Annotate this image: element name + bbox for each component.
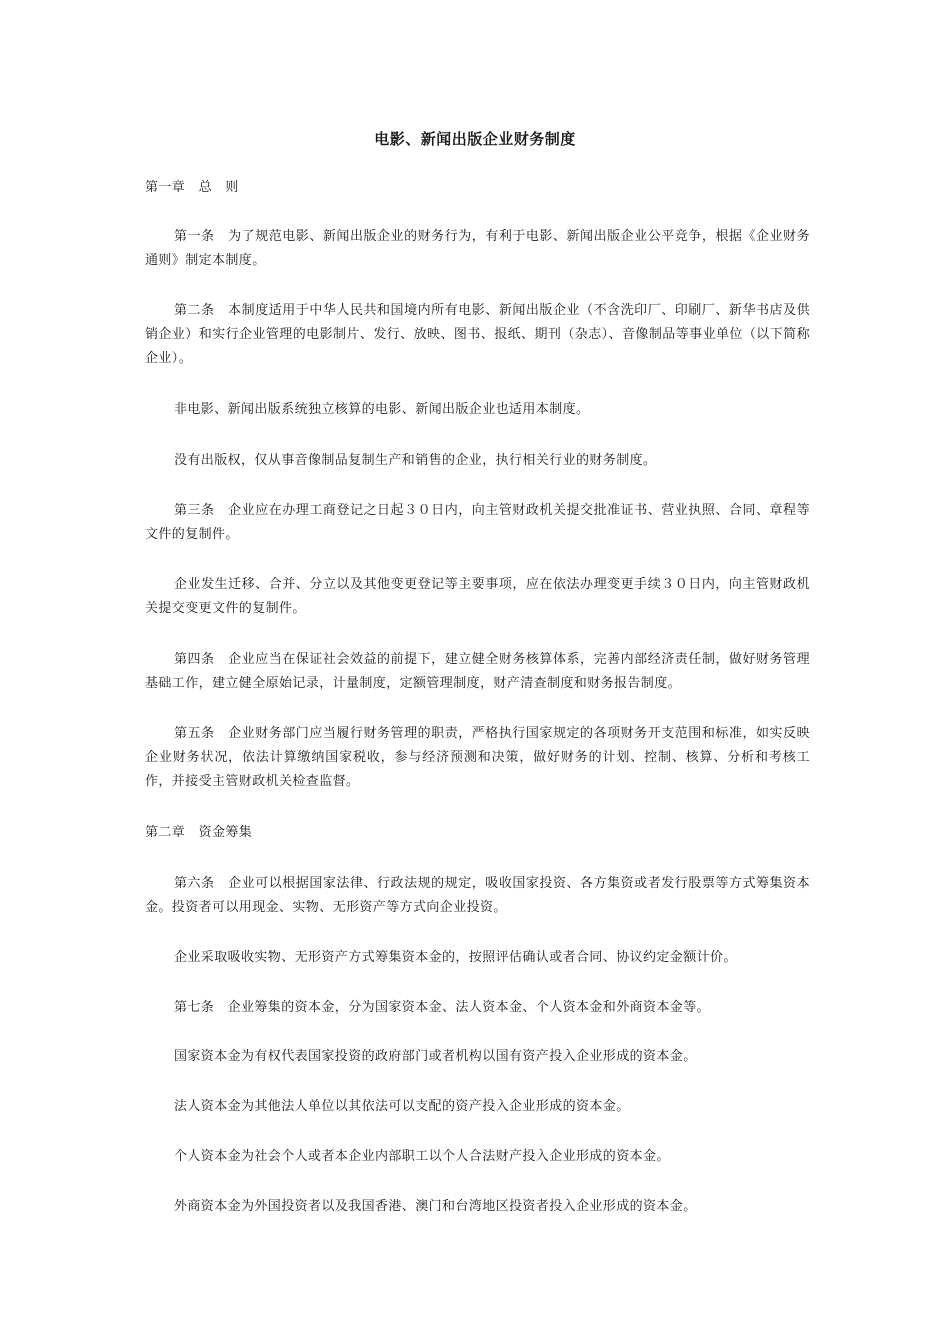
- paragraph-individual-capital: 个人资本金为社会个人或者本企业内部职工以个人合法财产投入企业形成的资本金。: [174, 1149, 670, 1164]
- article-6: 第六条 企业可以根据国家法律、行政法规的规定，吸收国家投资、各方集资或者发行股票等方式筹集资本金。投资者可以用现金、实物、无形资产等方式向企业投资。: [145, 876, 810, 915]
- article-7: 第七条 企业筹集的资本金，分为国家资本金、法人资本金、个人资本金和外商资本金等。: [174, 1000, 711, 1015]
- paragraph-non-film: 非电影、新闻出版系统独立核算的电影、新闻出版企业也适用本制度。: [174, 402, 590, 417]
- paragraph-foreign-capital: 外商资本金为外国投资者以及我国香港、澳门和台湾地区投资者投入企业形成的资本金。: [174, 1199, 697, 1214]
- chapter-heading-2: 第二章 资金筹集: [145, 825, 253, 840]
- document-title: 电影、新闻出版企业财务制度: [374, 130, 576, 148]
- article-2: 第二条 本制度适用于中华人民共和国境内所有电影、新闻出版企业（不含洗印厂、印刷厂、新华书店及供销企业）和实行企业管理的电影制片、发行、放映、图书、报纸、期刊（杂志）、音像制品等事业单位（以下简称企业）。: [145, 303, 810, 366]
- paragraph-state-capital: 国家资本金为有权代表国家投资的政府部门或者机构以国有资产投入企业形成的资本金。: [174, 1049, 697, 1064]
- chapter-heading-1: 第一章 总 则: [145, 180, 239, 195]
- paragraph-legal-person-capital: 法人资本金为其他法人单位以其依法可以支配的资产投入企业形成的资本金。: [174, 1099, 630, 1114]
- article-3: 第三条 企业应在办理工商登记之日起３０日内，向主管财政机关提交批准证书、营业执照、合同、章程等文件的复制件。: [145, 503, 810, 542]
- article-5: 第五条 企业财务部门应当履行财务管理的职责，严格执行国家规定的各项财务开支范围和标准，如实反映企业财务状况，依法计算缴纳国家税收，参与经济预测和决策，做好财务的计划、控制、核算、分析和考核工作，并接受主管财政机关检查监督。: [145, 726, 810, 789]
- paragraph-no-publishing-right: 没有出版权，仅从事音像制品复制生产和销售的企业，执行相关行业的财务制度。: [174, 453, 657, 468]
- article-1: 第一条 为了规范电影、新闻出版企业的财务行为，有利于电影、新闻出版企业公平竞争，根据《企业财务通则》制定本制度。: [145, 229, 810, 268]
- paragraph-change-registration: 企业发生迁移、合并、分立以及其他变更登记等主要事项，应在依法办理变更手续３０日内，向主管财政机关提交变更文件的复制件。: [145, 577, 810, 616]
- paragraph-valuation: 企业采取吸收实物、无形资产方式筹集资本金的，按照评估确认或者合同、协议约定金额计价。: [174, 950, 737, 965]
- article-4: 第四条 企业应当在保证社会效益的前提下，建立健全财务核算体系，完善内部经济责任制，做好财务管理基础工作，建立健全原始记录，计量制度，定额管理制度，财产清查制度和财务报告制度。: [145, 652, 810, 691]
